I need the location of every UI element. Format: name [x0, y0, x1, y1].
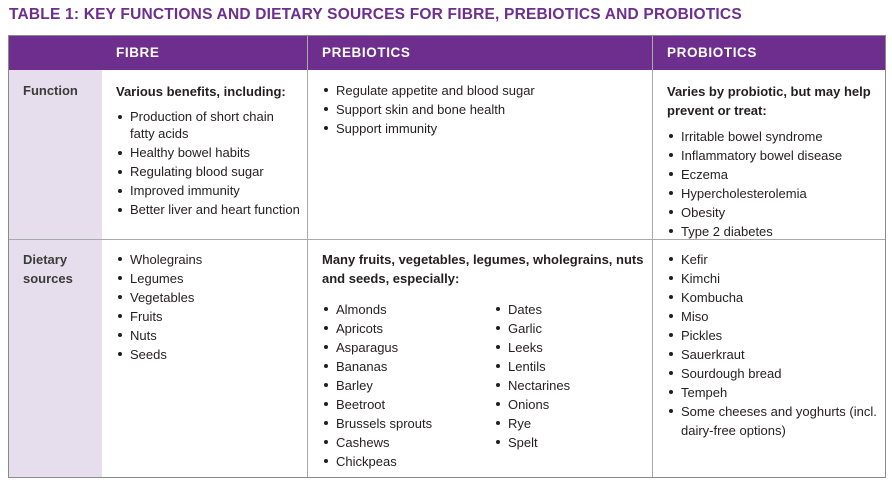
list-item: Some cheeses and yoghurts (incl. dairy-free options)	[667, 402, 877, 440]
cell-lead: Many fruits, vegetables, legumes, wholegrains, nuts and seeds, especially:	[322, 252, 644, 286]
list-item: Apricots	[322, 319, 492, 338]
list-item: Healthy bowel habits	[116, 144, 301, 161]
list-item: Garlic	[494, 319, 644, 338]
bullet-list	[322, 81, 642, 138]
cell-dietary-probiotics	[667, 250, 877, 440]
list-item: Inflammatory bowel disease	[667, 146, 872, 165]
column-divider	[307, 36, 308, 477]
list-item: Rye	[494, 414, 644, 433]
bullet-list	[494, 300, 644, 452]
list-item: Brussels sprouts	[322, 414, 492, 433]
list-item: Seeds	[116, 345, 301, 364]
bullet-list	[116, 108, 301, 218]
list-item: Pickles	[667, 326, 877, 345]
list-item: Vegetables	[116, 288, 301, 307]
list-item: Miso	[667, 307, 877, 326]
list-item: Support immunity	[322, 119, 642, 138]
list-item: Improved immunity	[116, 182, 301, 199]
table-title: TABLE 1: KEY FUNCTIONS AND DIETARY SOURCES FOR FIBRE, PREBIOTICS AND PROBIOTICS	[9, 6, 742, 23]
list-item: Support skin and bone health	[322, 100, 642, 119]
list-item: Kimchi	[667, 269, 877, 288]
list-item: Lentils	[494, 357, 644, 376]
list-item: Nectarines	[494, 376, 644, 395]
list-item: Asparagus	[322, 338, 492, 357]
list-item: Leeks	[494, 338, 644, 357]
row-label-function	[23, 81, 78, 100]
list-item: Legumes	[116, 269, 301, 288]
row-label-text: Function	[23, 83, 78, 98]
header-probiotics: PROBIOTICS	[667, 45, 758, 60]
row-label-text: Dietary	[23, 252, 68, 267]
bullet-list	[322, 300, 492, 471]
list-item: Regulating blood sugar	[116, 163, 301, 180]
list-item: Kefir	[667, 250, 877, 269]
list-item: Sourdough bread	[667, 364, 877, 383]
cell-dietary-prebiotics	[322, 250, 647, 480]
bullet-list	[116, 250, 301, 364]
list-item: Fruits	[116, 307, 301, 326]
header-prebiotics: PREBIOTICS	[322, 45, 411, 60]
list-item: Spelt	[494, 433, 644, 452]
cell-function-probiotics	[667, 82, 872, 241]
list-item: Dates	[494, 300, 644, 319]
bullet-list	[667, 250, 877, 440]
bullet-list	[667, 127, 872, 241]
list-item: Bananas	[322, 357, 492, 376]
cell-lead: Various benefits, including:	[116, 84, 286, 99]
list-item: Regulate appetite and blood sugar	[322, 81, 642, 100]
list-item: Nuts	[116, 326, 301, 345]
list-item: Sauerkraut	[667, 345, 877, 364]
list-item: Irritable bowel syndrome	[667, 127, 872, 146]
cell-function-prebiotics	[322, 81, 642, 138]
list-item: Cashews	[322, 433, 492, 452]
header-fibre: FIBRE	[116, 45, 160, 60]
list-item: Onions	[494, 395, 644, 414]
list-item: Eczema	[667, 165, 872, 184]
list-item: Chickpeas	[322, 452, 492, 471]
key-functions-table	[8, 35, 886, 478]
list-item: Production of short chain fatty acids	[116, 108, 301, 142]
row-label-text: sources	[23, 271, 73, 286]
cell-dietary-fibre	[116, 250, 301, 364]
cell-function-fibre	[116, 82, 301, 220]
cell-lead: Varies by probiotic, but may help prevent or treat:	[667, 84, 871, 118]
row-label-dietary-sources	[23, 250, 73, 288]
list-item: Tempeh	[667, 383, 877, 402]
list-item: Better liver and heart function	[116, 201, 301, 218]
list-item: Type 2 diabetes	[667, 222, 872, 241]
list-item: Wholegrains	[116, 250, 301, 269]
list-item: Hypercholesterolemia	[667, 184, 872, 203]
list-item: Barley	[322, 376, 492, 395]
list-item: Kombucha	[667, 288, 877, 307]
list-item: Beetroot	[322, 395, 492, 414]
prebiotic-food-lists	[322, 300, 647, 480]
list-item: Almonds	[322, 300, 492, 319]
column-divider	[652, 36, 653, 477]
table-header-row	[9, 36, 885, 70]
list-item: Obesity	[667, 203, 872, 222]
